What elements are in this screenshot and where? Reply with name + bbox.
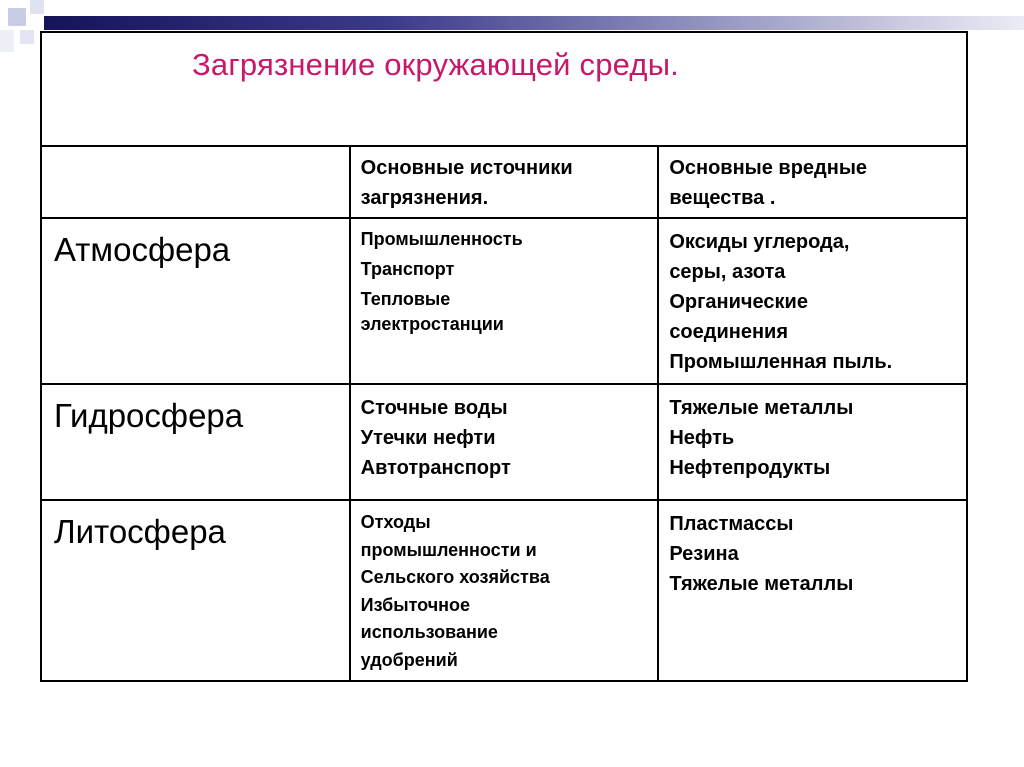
decor-square [20,30,34,44]
title-cell [41,32,967,146]
list-item: промышленности и [360,539,537,560]
list-item: Избыточное [360,594,471,615]
list-item: удобрений [360,649,458,670]
substances-list [659,501,966,605]
list-item: соединения [669,321,789,343]
substances-cell [658,384,967,500]
table-row-hydrosphere [41,384,967,500]
sources-list [351,219,658,343]
table-row-atmosphere [41,218,967,384]
list-item: Транспорт [360,259,455,279]
list-item: Промышленная пыль. [669,351,893,373]
substances-cell [658,500,967,681]
sources-list [351,385,658,489]
sources-cell [350,500,659,681]
sources-list [351,501,658,680]
list-item: Оксиды углерода, [669,231,850,253]
list-item: Нефть [669,427,735,449]
list-item: Нефтепродукты [669,457,831,479]
sphere-label: Литосфера [54,513,226,550]
table-row-lithosphere [41,500,967,681]
sphere-cell [41,384,350,500]
header-sources-line: загрязнения. [360,187,489,209]
header-row [41,146,967,218]
sources-cell [350,384,659,500]
decor-square [8,8,26,26]
substances-cell [658,218,967,384]
list-item: Утечки нефти [360,427,496,449]
list-item: Тяжелые металлы [669,573,854,595]
sources-cell [350,218,659,384]
sphere-cell [41,500,350,681]
list-item: Сельского хозяйства [360,567,550,587]
header-sources-line: Основные источники [360,157,573,179]
list-item: Пластмассы [669,513,794,535]
list-item: Сточные воды [360,397,508,419]
list-item: Тепловые [360,289,451,309]
list-item: Промышленность [360,229,523,249]
decor-gradient-bar [44,16,1024,30]
list-item: серы, азота [669,261,786,283]
sphere-label: Атмосфера [54,231,231,268]
sphere-cell [41,218,350,384]
sphere-label: Гидросфера [54,397,244,434]
substances-list [659,219,966,383]
page-title: Загрязнение окружающей среды. [192,47,679,82]
header-substances-label [659,147,966,213]
header-sources-label [351,147,658,213]
list-item: Автотранспорт [360,457,511,479]
title-row [41,32,967,146]
substances-list [659,385,966,489]
list-item: использование [360,622,498,642]
header-substances-line: вещества . [669,187,776,209]
header-sources-cell [350,146,659,218]
list-item: электростанции [360,314,504,334]
decor-square [30,0,44,14]
header-empty-cell [41,146,350,218]
list-item: Резина [669,543,739,565]
header-col1-label [42,147,349,153]
decor-square [0,30,14,52]
list-item: Отходы [360,512,431,532]
header-substances-cell [658,146,967,218]
pollution-table [40,31,968,682]
list-item: Органические [669,291,808,313]
header-substances-line: Основные вредные [669,157,868,179]
list-item: Тяжелые металлы [669,397,854,419]
